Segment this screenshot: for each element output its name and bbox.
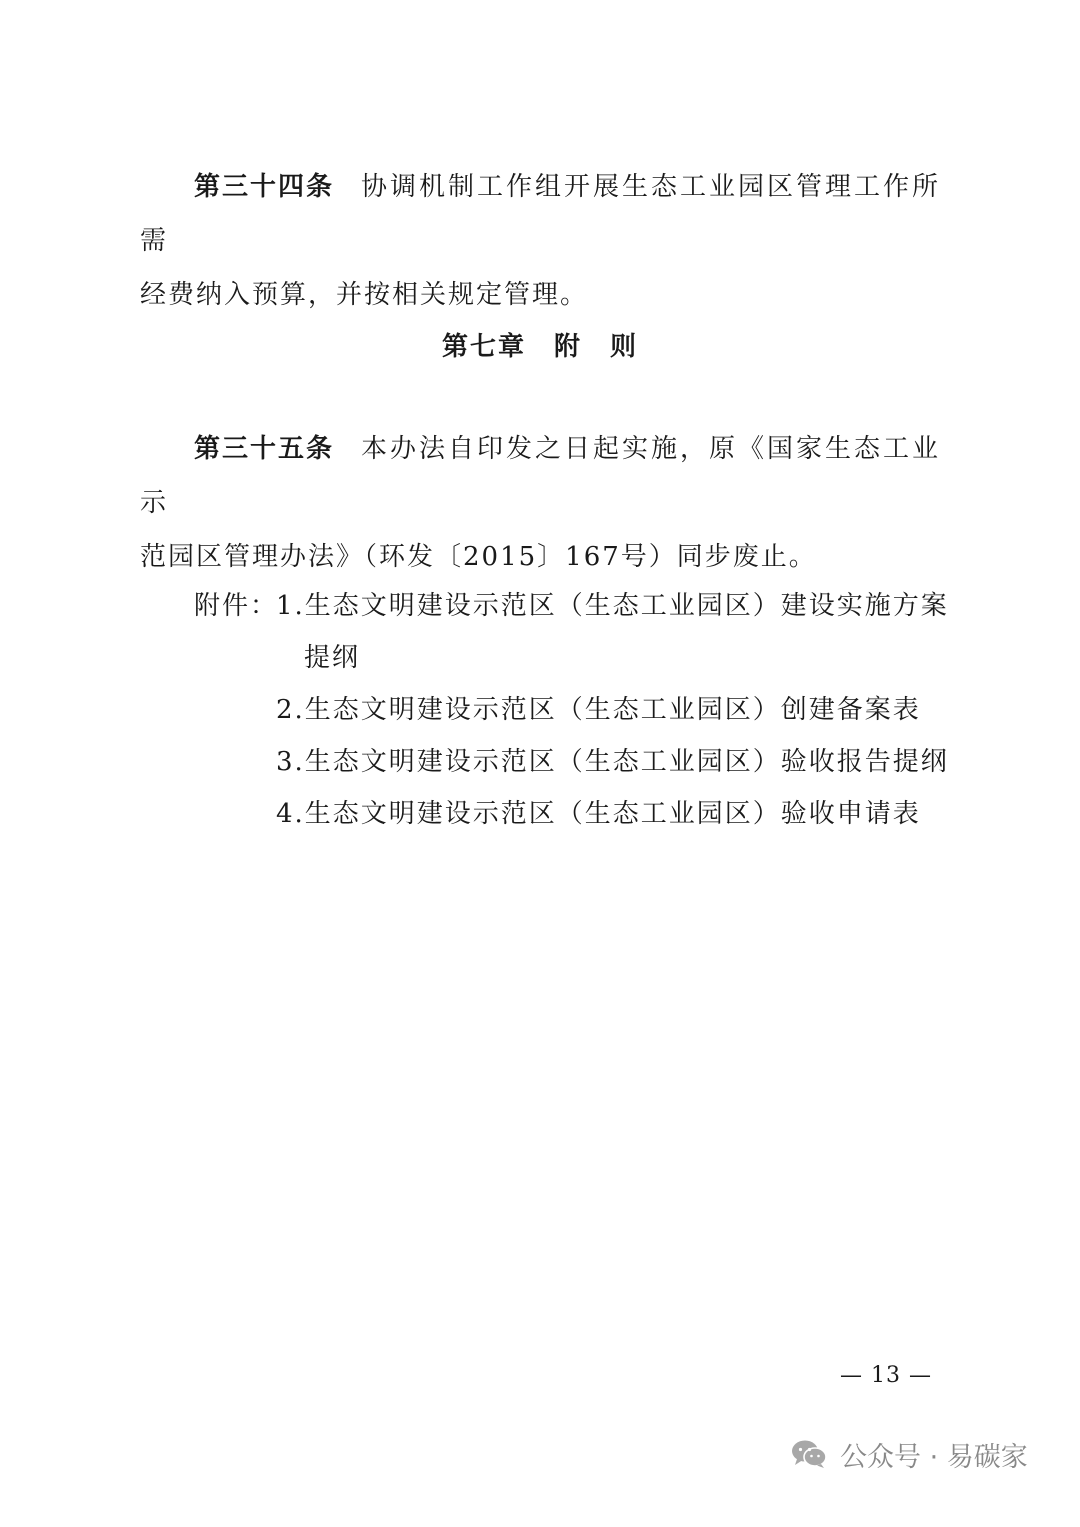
attachment-row-2 (194, 684, 954, 736)
attachment-row-1-cont (194, 632, 954, 684)
article-34-heading: 第三十四条 (194, 172, 334, 202)
attachments-label: 附件： (194, 591, 279, 621)
article-35 (140, 422, 940, 584)
attachment-item-1: 1.生态文明建设示范区（生态工业园区）建设实施方案 (276, 591, 949, 621)
article-34-text-1: 协调机制工作组开展生态工业园区管理工作所需 (140, 172, 940, 256)
page-number: — 13 — (840, 1363, 932, 1388)
attachment-row-3 (194, 736, 954, 788)
article-34-text-2: 经费纳入预算，并按相关规定管理。 (140, 280, 589, 310)
attachment-item-4: 4.生态文明建设示范区（生态工业园区）验收申请表 (276, 799, 921, 829)
article-35-heading: 第三十五条 (194, 434, 334, 464)
attachment-row-4 (194, 788, 954, 840)
attachments-list (194, 580, 954, 840)
chapter-title: 第七章 附 则 (441, 332, 638, 362)
article-34 (140, 160, 940, 322)
attachment-item-2: 2.生态文明建设示范区（生态工业园区）创建备案表 (276, 695, 921, 725)
watermark-text: 公众号 · 易碳家 (840, 1441, 1028, 1473)
attachment-item-1-continued: 提纲 (304, 643, 361, 673)
attachment-item-3: 3.生态文明建设示范区（生态工业园区）验收报告提纲 (276, 747, 949, 777)
article-35-text-2: 范园区管理办法》（环发〔2015〕167号）同步废止。 (140, 542, 817, 572)
attachment-row-1 (194, 580, 954, 632)
watermark (790, 1432, 1028, 1476)
article-34-line-1 (140, 160, 940, 268)
article-35-text-1: 本办法自印发之日起实施，原《国家生态工业示 (140, 434, 940, 518)
wechat-icon (790, 1439, 828, 1469)
article-35-line-1 (140, 422, 940, 530)
